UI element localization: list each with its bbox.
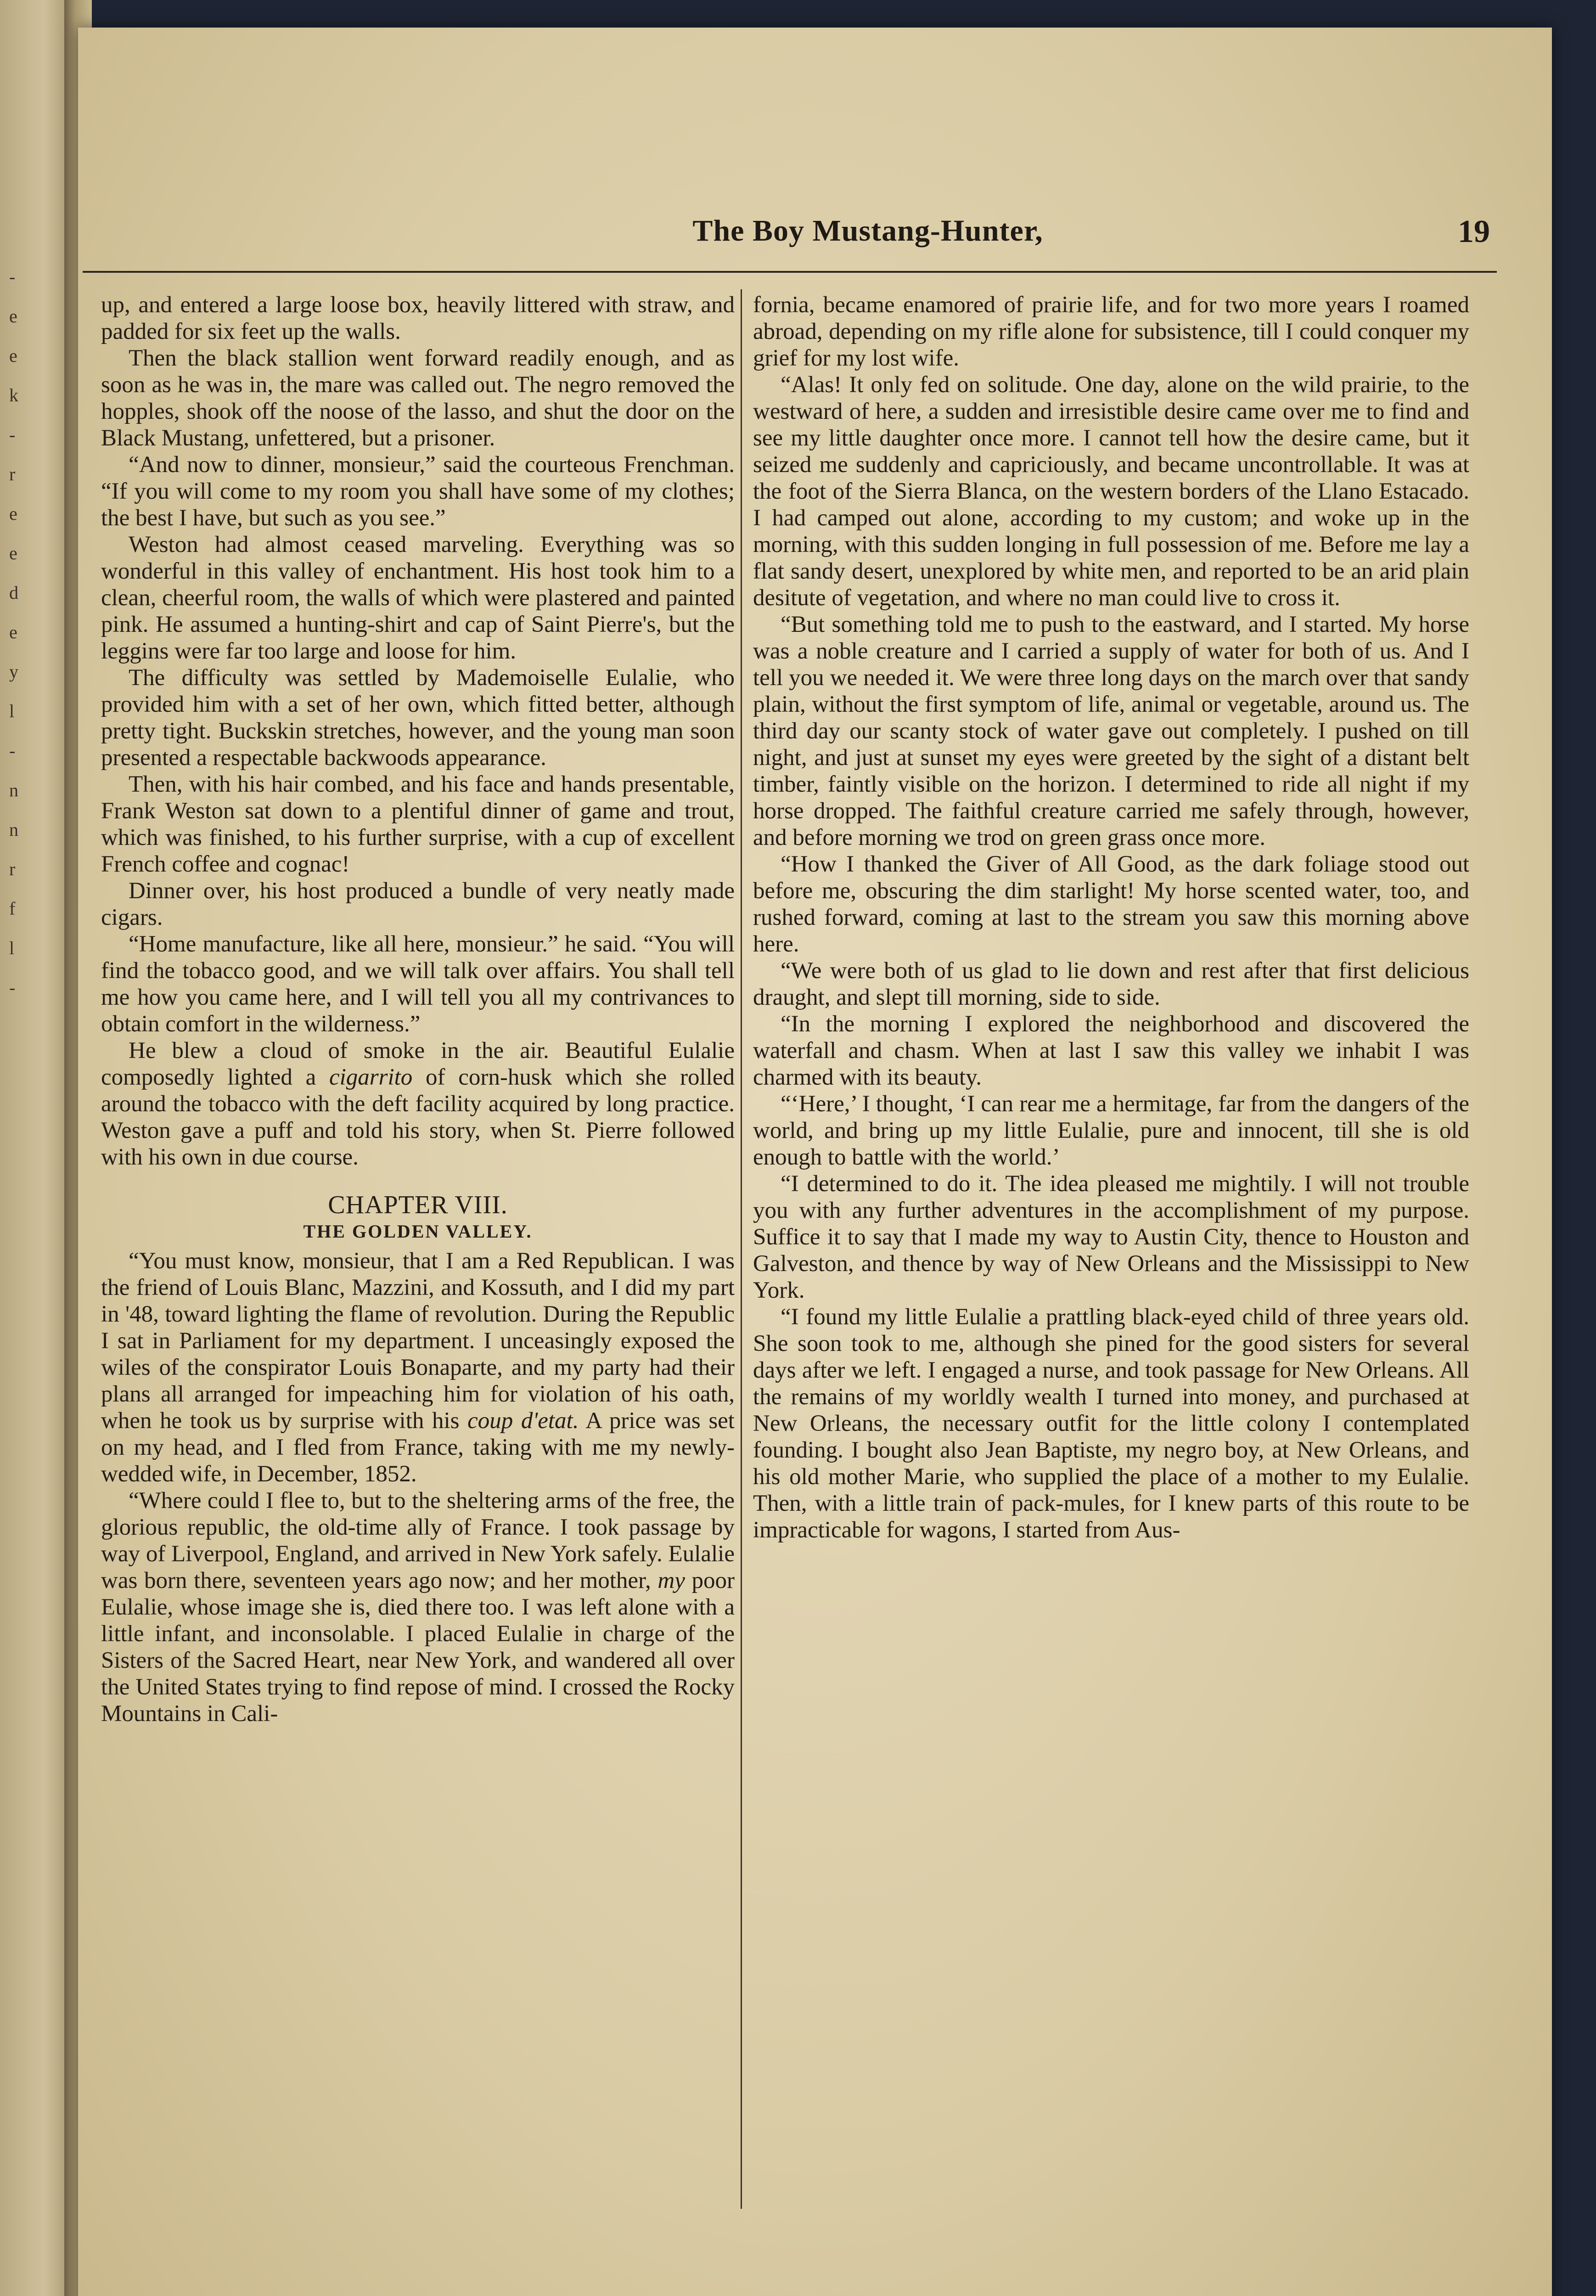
- margin-fragment: l: [9, 701, 15, 721]
- margin-fragment: -: [9, 266, 16, 287]
- margin-fragment: n: [9, 780, 18, 800]
- chapter-heading: CHAPTER VIII.: [328, 1191, 508, 1219]
- paragraph: “But something told me to push to the eastward, and I started. My horse was a noble creature and I carried a supply of water for both of us. And I tell you we needed it. We were three long days on the march over that sandy plain, without the first symptom of life, animal or vegetable, around us. The third day our scanty stock of water gave out completely. I pushed on till night, and just at sunset my eyes were greeted by the sight of a distant belt timber, faintly visible on the horizon. I determined to ride all night if my horse dropped. The faithful creature carried me safely through, however, and before morning we trod on green grass once more.: [753, 612, 1469, 850]
- chapter-subtitle: THE GOLDEN VALLEY.: [303, 1221, 533, 1242]
- paragraph: up, and entered a large loose box, heavily littered with straw, and padded for six feet up the walls.: [101, 292, 735, 344]
- paragraph: Then the black stallion went forward readily enough, and as soon as he was in, the mare was called out. The negro removed the hopples, shook off the noose of the lasso, and shut the door on the Black Mustang, unfettered, but a prisoner.: [101, 345, 735, 451]
- margin-fragment: e: [9, 543, 17, 563]
- italic-text: cigarrito: [329, 1064, 413, 1090]
- text-run: A price was set on my head, and I fled from France, taking with me my newly-wedded wife, in December, 1852.: [101, 1408, 735, 1487]
- margin-fragment: -: [9, 740, 16, 761]
- paragraph: “Alas! It only fed on solitude. One day, alone on the wild prairie, to the westward of here, a sudden and irresistible desire came over me to find and see my little daughter once more. I cannot tell how the desire came, but it seized me suddenly and capriciously, and became uncontrollable. It was at the foot of the Sierra Blanca, on the western borders of the Llano Estacado. I had camped out alone, according to my custom; and woke up in the morning, with this sudden longing in full possession of me. Before me lay a flat sandy desert, unexplored by white men, and reported to be an arid plain desitute of vegetation, and where no man could live to cross it.: [753, 372, 1469, 611]
- italic-text: my: [658, 1568, 685, 1593]
- column-divider: [741, 289, 742, 2209]
- paragraph: The difficulty was settled by Mademoiselle Eulalie, who provided him with a set of her own, which fitted better, although pretty tight. Buckskin stretches, however, and the young man soon presented a respectable backwoods appearance.: [101, 665, 735, 771]
- margin-fragment: y: [9, 661, 18, 682]
- paragraph: Dinner over, his host produced a bundle of very neatly made cigars.: [101, 878, 735, 930]
- text-run: “You must know, monsieur, that I am a Red Republican. I was the friend of Louis Blanc, Mazzini, and Kossuth, and I did my part in '48, toward lighting the flame of revolution. During the Republic I sat in Parliament for my department. I unceasingly exposed the wiles of the conspirator Louis Bonaparte, and my party had their plans all arranged for impeaching him for violation of his oath, when he took us by surprise with his: [101, 1248, 735, 1434]
- paragraph: “Home manufacture, like all here, monsieur.” he said. “You will find the tobacco good, and we will talk over affairs. You shall tell me how you came here, and I will tell you all my contrivances to obtain comfort in the wilderness.”: [101, 931, 735, 1037]
- paragraph: “I found my little Eulalie a prattling black-eyed child of three years old. She soon took to me, although she pined for the good sisters for several days after we left. I engaged a nurse, and took passage for New Orleans. All the remains of my worldly wealth I turned into money, and purchased at New Orleans, the necessary outfit for the little colony I contemplated founding. I bought also Jean Baptiste, my negro boy, at New Orleans, and his old mother Marie, who supplied the place of a mother to my Eulalie. Then, with a little train of pack-mules, for I knew parts of this route to be impracticable for wagons, I started from Aus-: [753, 1304, 1469, 1543]
- margin-fragment: e: [9, 622, 17, 642]
- margin-fragment: n: [9, 819, 18, 840]
- paragraph: [101, 1248, 735, 1487]
- paragraph: [101, 1487, 735, 1727]
- margin-fragment: r: [9, 859, 16, 879]
- margin-fragment: l: [9, 938, 15, 958]
- margin-fragment: k: [9, 385, 18, 405]
- paragraph: “How I thanked the Giver of All Good, as the dark foliage stood out before me, obscuring the dim starlight! My horse scented water, too, and rushed forward, coming at last to the stream you saw this morning above here.: [753, 851, 1469, 957]
- text-run: poor Eulalie, whose image she is, died there too. I was left alone with a little infant, and inconsolable. I placed Eulalie in charge of the Sisters of the Sacred Heart, near New York, and wandered all over the United States trying to find repose of mind. I crossed the Rocky Mountains in Cali-: [101, 1568, 735, 1727]
- italic-text: coup d'etat.: [467, 1408, 579, 1434]
- page-number: 19: [1458, 214, 1490, 249]
- book-page: [78, 28, 1552, 2296]
- running-title: The Boy Mustang-Hunter,: [692, 214, 1043, 248]
- margin-fragment: e: [9, 345, 17, 366]
- previous-page-margin-letters: [9, 257, 41, 1007]
- margin-fragment: f: [9, 898, 16, 919]
- margin-fragment: -: [9, 977, 16, 998]
- text-run: of corn-husk which she rolled around the tobacco with the deft facility acquired by long practice. Weston gave a puff and told his story, when St. Pierre followed with his own in due course.: [101, 1064, 735, 1170]
- paragraph: “I determined to do it. The idea pleased me mightily. I will not trouble you with any further adventures in the accomplishment of my purpose. Suffice it to say that I made my way to Austin City, thence to Houston and Galveston, and thence by way of New Orleans and the Mississippi to New York.: [753, 1171, 1469, 1303]
- running-head: [78, 214, 1552, 259]
- header-rule: [83, 271, 1497, 273]
- previous-page-edge: [0, 0, 73, 2296]
- paragraph: “We were both of us glad to lie down and rest after that first delicious draught, and slept till morning, side to side.: [753, 958, 1469, 1010]
- margin-fragment: r: [9, 464, 16, 484]
- paragraph: fornia, became enamored of prairie life, and for two more years I roamed abroad, depending on my rifle alone for subsistence, till I could conquer my grief for my lost wife.: [753, 292, 1469, 371]
- paragraph: [101, 1037, 735, 1171]
- text-run: “Where could I flee to, but to the sheltering arms of the free, the glorious republic, the old-time ally of France. I took passage by way of Liverpool, England, and arrived in New York safely. Eulalie was born there, seventeen years ago now; and her mother,: [101, 1488, 735, 1593]
- paragraph: “And now to dinner, monsieur,” said the courteous Frenchman. “If you will come to my room you shall have some of my clothes; the best I have, but such as you see.”: [101, 452, 735, 531]
- left-column: [101, 292, 735, 1727]
- margin-fragment: d: [9, 582, 18, 603]
- paragraph: Weston had almost ceased marveling. Everything was so wonderful in this valley of enchantment. His host took him to a clean, cheerful room, the walls of which were plastered and painted pink. He assumed a hunting-shirt and cap of Saint Pierre's, but the leggins were far too large and loose for him.: [101, 532, 735, 664]
- margin-fragment: -: [9, 424, 16, 445]
- paragraph: “‘Here,’ I thought, ‘I can rear me a hermitage, far from the dangers of the world, and bring up my little Eulalie, pure and innocent, till she is old enough to battle with the world.’: [753, 1091, 1469, 1170]
- text-run: He blew a cloud of smoke in the air. Beautiful Eulalie composedly lighted a: [101, 1038, 735, 1090]
- paragraph: “In the morning I explored the neighborhood and discovered the waterfall and chasm. When at last I saw this valley we inhabit I was charmed with its beauty.: [753, 1011, 1469, 1090]
- paragraph: Then, with his hair combed, and his face and hands presentable, Frank Weston sat down to a plentiful dinner of game and trout, which was finished, to his further surprise, with a cup of excellent French coffee and cognac!: [101, 771, 735, 877]
- margin-fragment: e: [9, 306, 17, 326]
- right-column: [753, 292, 1469, 1543]
- margin-fragment: e: [9, 503, 17, 524]
